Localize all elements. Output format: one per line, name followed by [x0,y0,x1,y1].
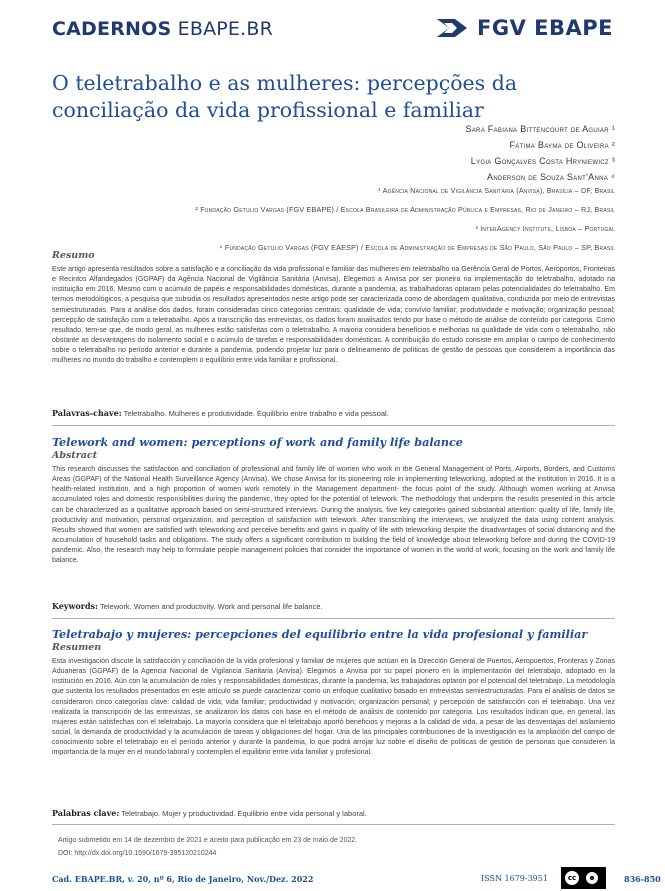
footer-citation: Cad. EBAPE.BR, v. 20, nº 6, Rio de Janeiro, Nov./Dez. 2022 [52,874,314,884]
palavras-chave-label: Palavras-chave: [52,408,122,418]
section-divider [52,425,615,426]
affiliation: ³ InterAgency Institute, Lisboa – Portugal [475,224,615,233]
palabras-clave [52,808,615,818]
submission-note: Artigo submetido em 14 de dezembro de 2021 e aceito para publicação em 23 de maio de 2022. [58,837,358,844]
abstract-label: Abstract [52,450,98,461]
keywords-text: Telework. Women and productivity. Work and personal life balance. [99,602,323,611]
resumen-text: Esta investigación discute la satisfacción y conciliación de la vida profesional y familiar de mujeres que actúan en la Dirección General de Puertos, Aeropuertos, Fronteras y Zonas Aduaneras (GGPAF) de la Agencia Nacional de Vigilancia Sanitaria (Anvisa). Elegimos a Anvisa por su papel pionero en la implementación del teletrabajo, adoptado en la institución en 2016. Aún con la acumulación de roles y responsabilidades domésticas, durante la pandemia, las trabajadoras optaron por el potencial del teletrabajo. La metodología que sustenta los resultados presentados en este artículo se puede caracterizar como un enfoque cualitativo basado en entrevistas semiestructuradas. Para el análisis de datos se consideraron cinco categorías clave: calidad de vida; vida familiar; productividad y motivación; organización personal; y percepción de satisfacción con el teletrabajo. Una vez realizada la transcripción de las entrevistas, se analizaron los datos con base en el método de análisis de contenido por categoría. Los resultados indican que, en general, las mujeres están satisfechas con el teletrabajo. La mayoría considera que el teletrabajo aportó beneficios y mejoras a la calidad de vida, a pesar de las desventajas del aislamiento social, la demanda de productividad y la acumulación de tareas y obligaciones del hogar. Una de las principales contribuciones de la investigación es la ampliación del campo de conocimiento sobre el teletrabajo en el período anterior y durante la pandemia, lo que podrá arrojar luz sobre el diseño de políticas de gestión de personas que consideren la importancia de la mujer en el mundo laboral y contemplen el equilibrio entre vida familiar y profesional. [52,658,615,757]
resumo-label: Resumo [52,250,95,261]
author: Fátima Bayma de Oliveira ² [509,140,615,150]
palavras-chave-text: Teletrabalho. Mulheres e produtividade. Equilíbrio entre trabalho e vida pessoal. [123,409,389,418]
cc-circle-icon: cc [565,871,579,885]
journal-header [0,0,665,64]
palavras-chave [52,408,615,418]
keywords-label: Keywords: [52,601,99,611]
section-divider [52,824,615,825]
by-person-icon: ☻ [586,872,598,884]
journal-brand-light: EBAPE.BR [177,18,274,40]
footer-pages: 836-850 [624,874,661,884]
affiliation: ⁴ Fundação Getulio Vargas (FGV EAESP) / Escola de Administração de Empresas de São Paulo, São Paulo – SP, Brasil [219,243,615,252]
section-divider [52,618,615,619]
resumen-label: Resumen [52,642,102,653]
palabras-clave-label: Palabras clave: [52,808,120,818]
article-title: O teletrabalho e as mulheres: percepções da conciliação da vida profissional e familiar [52,71,518,122]
journal-brand-bold: CADERNOS [52,18,172,40]
cc-by-icon[interactable] [561,867,606,889]
affiliation: ² Fundação Getulio Vargas (FGV EBAPE) / Escola Brasileira de Administração Pública e Empresas, Rio de Janeiro – RJ, Brasil [195,205,615,214]
english-title: Telework and women: perceptions of work and family life balance [52,435,463,449]
spanish-title: Teletrabajo y mujeres: percepciones del equilibrio entre la vida profesional y familiar [52,627,588,641]
footer-issn: ISSN 1679-3951 [481,874,548,883]
keywords [52,601,615,611]
publisher-brand [435,16,613,40]
doi-link[interactable]: DOI: http://dx.doi.org/10.1590/1679-395120210244 [58,850,217,857]
abstract-text: This research discusses the satisfaction and conciliation of professional and family life of women who work in the General Management of Ports, Airports, Borders, and Customs Areas (GGPAF) of the National Health Surveillance Agency (Anvisa). We chose Anvisa for its pioneering role in implementing teleworking, adopted at the institution in 2016. It is a health-related institution, and a high proportion of women work remotely in the Management department- the focus point of the study. Although women working at Anvisa accumulated roles and domestic responsibilities during the pandemic, they opted for the potential of telework. The methodology that underpins the results presented in this article can be characterized as a qualitative approach based on semi-structured interviews. During the analysis, five key categories gained substantial attention: quality of life, family life, productivity and motivation, personal organization, and perception of satisfaction with telework. After transcribing the interviews, we analyzed the data using content analysis. Results showed that women are satisfied with teleworking and perceive benefits and gains in quality of life with teleworking despite the disadvantages of social distancing and the accumulation of household tasks and obligations. The study offers a significant contribution to building the field of knowledge about teleworking before and during the COVID-19 pandemic. Also, the research may help to formulate people management policies that consider the importance of women in the world of work, focusing on the work and family life balance. [52,466,615,565]
fgv-arrow-logo-icon [435,17,469,39]
author: Sara Fabiana Bittencourt de Aguiar ¹ [465,124,615,134]
author: Lygia Gonçalves Costa Hryniewicz ³ [470,156,615,166]
resumo-text: Este artigo apresenta resultados sobre a satisfação e a conciliação da vida profissional e familiar das mulheres em teletrabalho na Gerência Geral de Portos, Aeroportos, Fronteiras e Recintos Alfandegados (GGPAF) da Agência Nacional de Vigilância Sanitária (Anvisa). Elegemos a Anvisa por ser pioneira na implementação do teletrabalho, adotado na instituição em 2016. Mesmo com o acúmulo de papéis e responsabilidades domésticas, durante a pandemia, as trabalhadoras optaram pelas potencialidades do teletrabalho. Em termos metodológicos, a pesquisa que subsidia os resultados apresentados neste artigo pode ser caracterizada como de abordagem qualitativa, conduzida por meio de entrevistas semiestruturadas. Para a análise dos dados, foram consideradas cinco categorias centrais: qualidade de vida; convívio familiar; produtividade e motivação; organização pessoal; percepção de satisfação com o teletrabalho. Após a transcrição das entrevistas, os dados foram analisados tendo por base o método de análise de conteúdo por categoria. Como resultado, tem-se que, de modo geral, as mulheres estão satisfeitas com o teletrabalho. A maioria considera benefícios e melhorias na qualidade de vida com o teletrabalho, não obstante as desvantagens do isolamento social e o acúmulo de tarefas e responsabilidades domésticas. A contribuição do estudo consiste em ampliar o campo de conhecimento sobre o teletrabalho no período anterior e durante a pandemia, podendo projetar luz para o delineamento de políticas de gestão de pessoas que considerem a importância das mulheres no mundo do trabalho e contemplem o equilíbrio entre vida familiar e profissional. [52,266,615,365]
publisher-name: FGV EBAPE [477,16,613,40]
author-list [465,121,615,185]
palabras-clave-text: Teletrabajo. Mujer y productividad. Equilibrio entre vida personal y laboral. [121,809,367,818]
affiliation: ¹ Agência Nacional de Vigilância Sanitária (Anvisa), Brasília – DF, Brasil [378,186,615,195]
author: Anderson de Souza Sant'Anna ⁴ [487,172,615,182]
affiliation-list [195,181,615,257]
journal-brand [52,18,273,40]
